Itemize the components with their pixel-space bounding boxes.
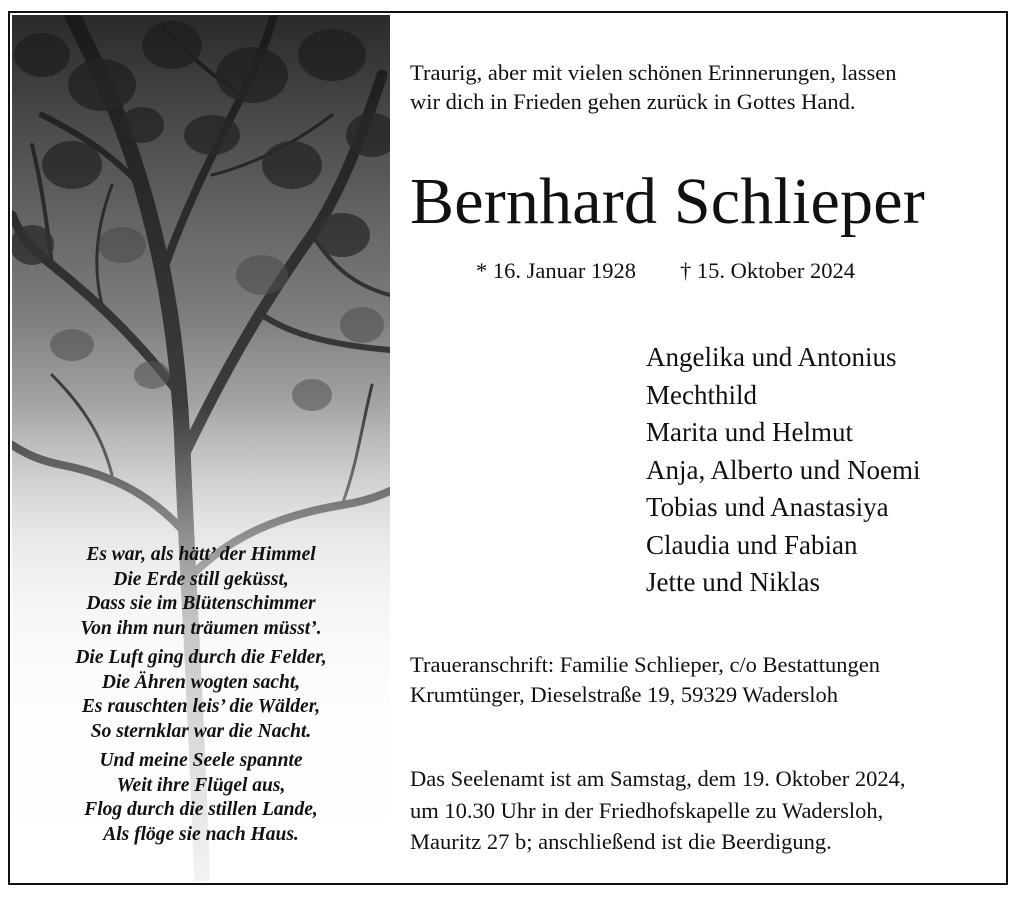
poem-stanza-3 [12, 749, 390, 847]
poem-line: Es rauschten leis’ die Wälder, [81, 696, 321, 717]
family-member: Claudia und Fabian [646, 529, 858, 560]
family-member: Marita und Helmut [646, 417, 853, 447]
death-date: † 15. Oktober 2024 [679, 258, 855, 283]
poem-line: Die Ähren wogten sacht, [101, 671, 301, 693]
service-line: Das Seelenamt ist am Samstag, dem 19. Oktober 2024, [410, 766, 906, 791]
family-member: Tobias und Anastasiya [646, 492, 889, 522]
address-line: Traueranschrift: Familie Schlieper, c/o Bestattungen [410, 652, 881, 677]
life-dates [476, 256, 855, 286]
poem-line: Es war, als hätt’ der Himmel [86, 544, 316, 565]
family-member: Mechthild [646, 379, 757, 410]
family-member: Angelika und Antonius [646, 342, 897, 372]
poem-stanza-2 [12, 646, 390, 744]
poem-line: Als flöge sie nach Haus. [103, 823, 299, 845]
birth-date: * 16. Januar 1928 [476, 258, 636, 283]
poem-line: Die Luft ging durch die Felder, [75, 647, 327, 668]
poem-line: Dass sie im Blütenschimmer [86, 593, 316, 614]
intro-quote [410, 58, 990, 116]
poem-line: Flog durch die stillen Lande, [84, 799, 318, 820]
poem-line: Weit ihre Flügel aus, [116, 774, 286, 796]
intro-line: wir dich in Frieden gehen zurück in Gottes Hand. [410, 89, 856, 114]
deceased-name: Bernhard Schlieper [410, 165, 925, 238]
family-member: Anja, Alberto und Noemi [646, 454, 921, 485]
poem-line: Von ihm nun träumen müsst’. [80, 617, 322, 639]
mourning-address [410, 650, 880, 710]
family-list [646, 339, 920, 602]
poem-line: So sternklar war die Nacht. [90, 720, 312, 742]
service-line: um 10.30 Uhr in der Friedhofskapelle zu Wadersloh, [410, 797, 884, 823]
poem [12, 543, 390, 852]
address-line: Krumtünger, Dieselstraße 19, 59329 Wadersloh [410, 682, 839, 707]
poem-line: Die Erde still geküsst, [113, 568, 289, 590]
service-info [410, 763, 906, 858]
poem-line: Und meine Seele spannte [99, 750, 303, 771]
family-member: Jette und Niklas [646, 567, 820, 597]
service-line: Mauritz 27 b; anschließend ist die Beerdigung. [410, 829, 832, 854]
intro-line: Traurig, aber mit vielen schönen Erinnerungen, lassen [410, 60, 897, 85]
poem-stanza-1 [12, 543, 390, 641]
